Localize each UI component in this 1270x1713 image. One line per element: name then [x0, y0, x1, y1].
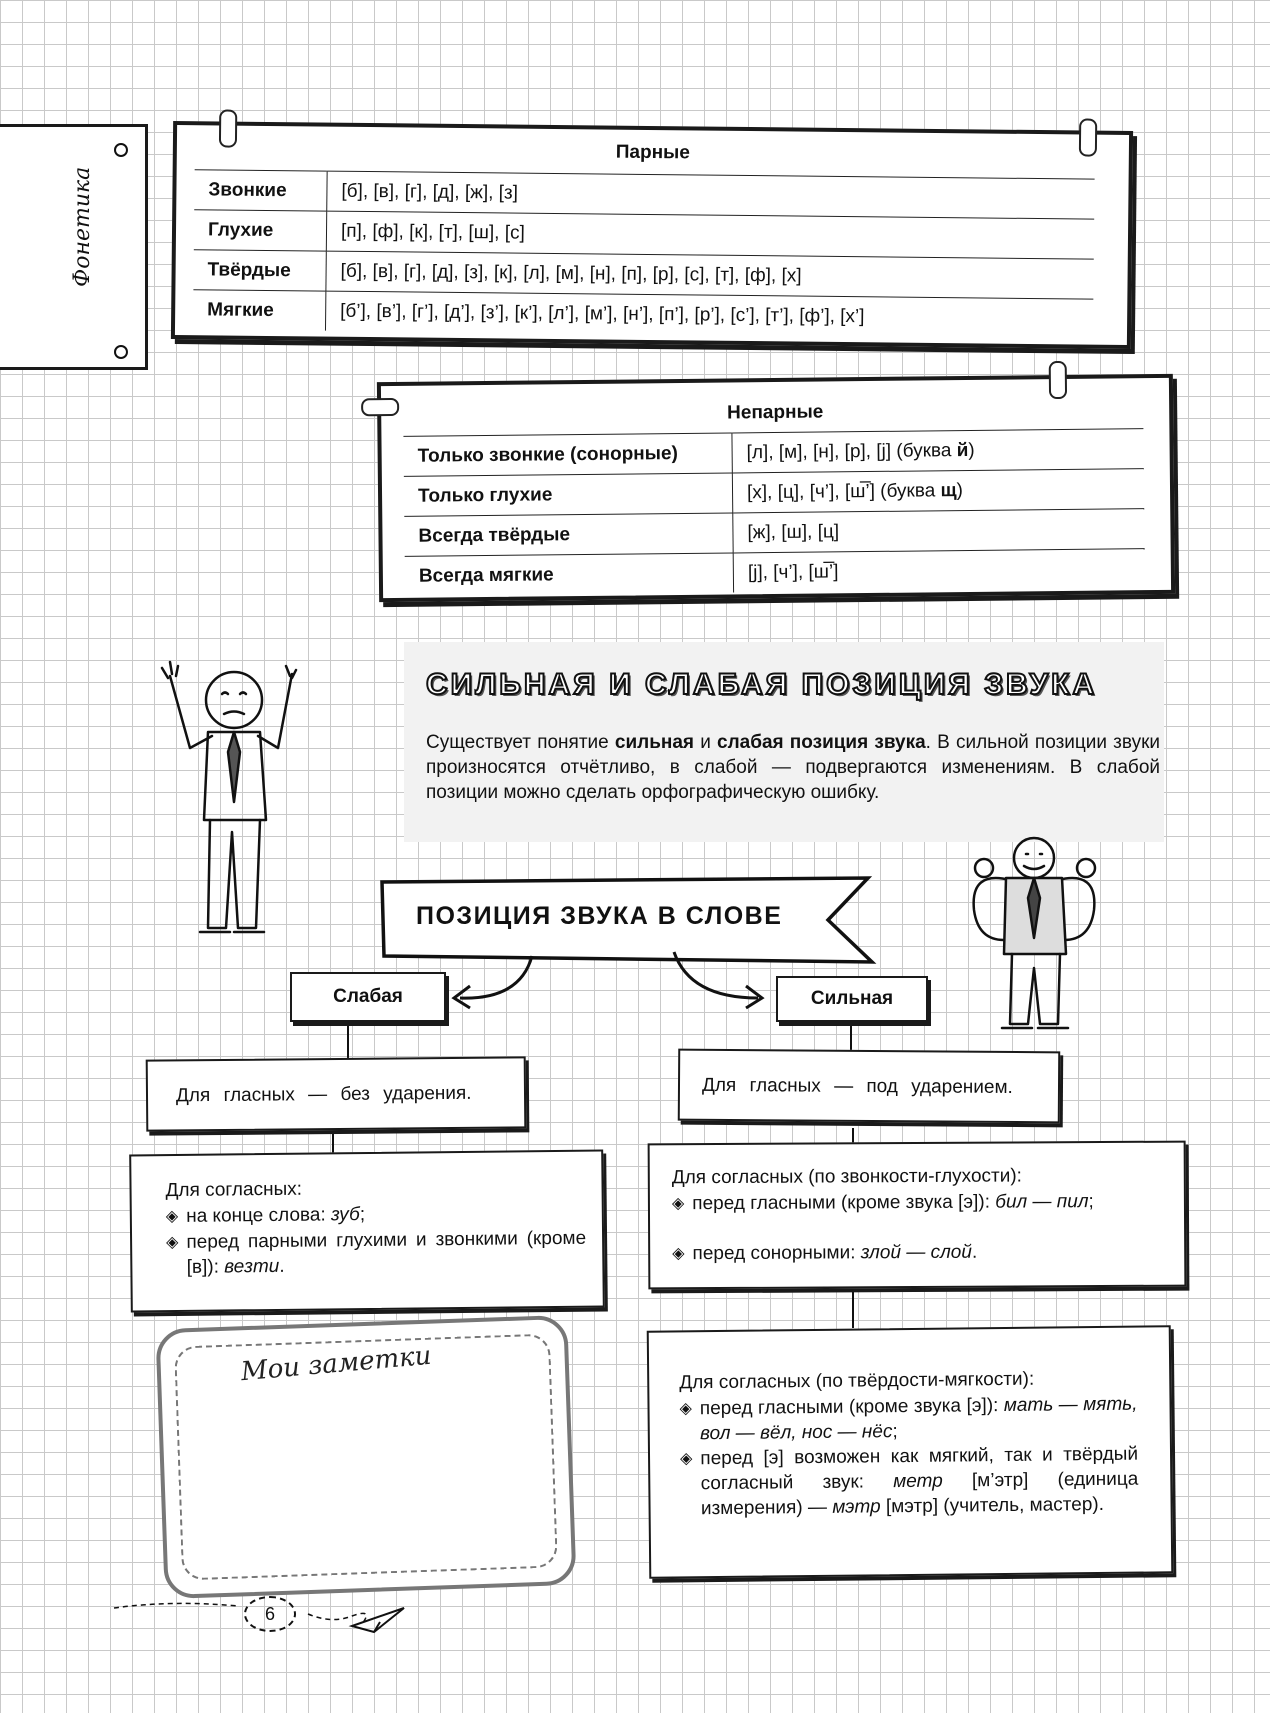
connector-line: [347, 1020, 349, 1058]
list-item: ◈ перед гласными (кроме звука [э]): мать — мять, вол — вёл, нос — нёс;: [679, 1392, 1137, 1447]
paired-table: [193, 169, 1095, 338]
page-number: 6: [264, 1603, 275, 1624]
row-value: [х], [ц], [ч’], [ш̅’] (буква щ): [732, 469, 1144, 513]
strong-voicing-title: Для согласных (по звонкости-глухости):: [671, 1165, 1022, 1189]
weak-label-box: [290, 972, 446, 1022]
weak-consonants-title: Для согласных:: [165, 1178, 303, 1202]
list-item: ◈ перед сонорными: злой — слой.: [672, 1239, 1144, 1266]
strong-voicing-box: [648, 1141, 1187, 1290]
arrow-icon: [666, 946, 776, 1016]
weak-vowels-text: Для гласных — без ударения.: [175, 1082, 472, 1107]
row-label: Глухие: [194, 210, 327, 251]
diamond-bullet-icon: ◈: [679, 1450, 693, 1468]
strong-vowels-text: Для гласных — под ударением.: [701, 1074, 1013, 1099]
notes-label: Мои заметки: [239, 1340, 433, 1388]
diamond-bullet-icon: ◈: [166, 1233, 179, 1252]
paired-title: Парные: [615, 141, 691, 164]
unpaired-title: Непарные: [726, 401, 824, 424]
top-circle-icon: [114, 143, 128, 157]
strong-weak-heading: СИЛЬНАЯ И СЛАБАЯ ПОЗИЦИЯ ЗВУКА: [426, 668, 1098, 701]
arrow-icon: [440, 950, 550, 1020]
row-label: Только глухие: [404, 473, 733, 516]
list-item: ◈ перед парными глухими и звонкими (кроме [в]): везти.: [166, 1226, 587, 1280]
row-label: Твёрдые: [193, 250, 326, 291]
row-value: [л], [м], [н], [р], [j] (буква й): [732, 429, 1144, 473]
weak-consonants-box: [129, 1150, 605, 1313]
row-value: [j], [ч’], [ш̅’]: [747, 560, 839, 583]
row-value: [ж], [ш], [ц]: [733, 509, 1145, 553]
strong-weak-panel: [404, 642, 1164, 842]
paired-table-frame: [171, 121, 1133, 349]
row-value: [б], [в], [г], [д], [з], [к], [л], [м], [н], [п], [р], [с], [т], [ф], [х]: [326, 251, 1094, 299]
worried-man-illustration: [150, 652, 300, 942]
strong-hardness-title: Для согласных (по твёрдости-мягкости):: [679, 1368, 1035, 1394]
connector-line: [850, 1022, 852, 1052]
unpaired-table: [403, 428, 1145, 596]
row-label: Всегда мягкие: [405, 553, 734, 596]
table-row: [193, 290, 1093, 339]
banner-title: ПОЗИЦИЯ ЗВУКА В СЛОВЕ: [416, 902, 783, 930]
strong-weak-paragraph: Существует понятие сильная и слабая позиция звука. В сильной позиции звуки произносятся отчётливо, в слабой — подвергаются изменениям. В слабой позиции можно сделать орфографическую ошибку.: [426, 732, 1160, 803]
row-value: [б’], [в’], [г’], [д’], [з’], [к’], [л’], [м’], [н’], [п’], [р’], [с’], [т’], [ф’], [х’]: [340, 300, 865, 327]
bottom-circle-icon: [114, 345, 128, 359]
diamond-bullet-icon: ◈: [671, 1195, 685, 1213]
strong-vowels-box: [678, 1049, 1060, 1124]
row-value: [п], [ф], [к], [т], [ш], [с]: [326, 211, 1094, 259]
side-tab: [0, 124, 148, 370]
row-value: [б], [в], [г], [д], [ж], [з]: [327, 171, 1095, 219]
diamond-bullet-icon: ◈: [672, 1245, 685, 1263]
strong-label: Сильная: [810, 988, 894, 1009]
side-tab-label: Фонетика: [70, 166, 95, 287]
list-item: ◈ перед гласными (кроме звука [э]): бил — пил;: [672, 1189, 1144, 1216]
connector-line: [852, 1284, 854, 1328]
list-item: ◈ перед [э] возможен как мягкий, так и твёрдый согласный звук: метр [м’этр] (единица измерения) — мэтр [мэтр] (учитель, мастер).: [680, 1442, 1139, 1522]
strong-label-box: [776, 976, 928, 1022]
paperclip-icon: [1049, 361, 1067, 399]
unpaired-table-frame: [377, 374, 1175, 602]
notes-card[interactable]: [155, 1315, 576, 1599]
row-label: Звонкие: [194, 170, 327, 211]
strong-man-illustration: [962, 828, 1102, 1038]
weak-label: Слабая: [333, 986, 403, 1007]
list-item: ◈ на конце слова: зуб;: [166, 1200, 586, 1229]
diamond-bullet-icon: ◈: [679, 1400, 692, 1418]
row-label: Всегда твёрдые: [404, 513, 733, 556]
table-row: [405, 549, 1145, 596]
strong-hardness-box: [647, 1325, 1174, 1578]
row-label: Мягкие: [193, 290, 326, 331]
page-number-badge: [244, 1596, 296, 1632]
weak-vowels-box: [146, 1056, 527, 1131]
row-label: Только звонкие (сонорные): [403, 433, 732, 476]
diamond-bullet-icon: ◈: [165, 1207, 179, 1226]
